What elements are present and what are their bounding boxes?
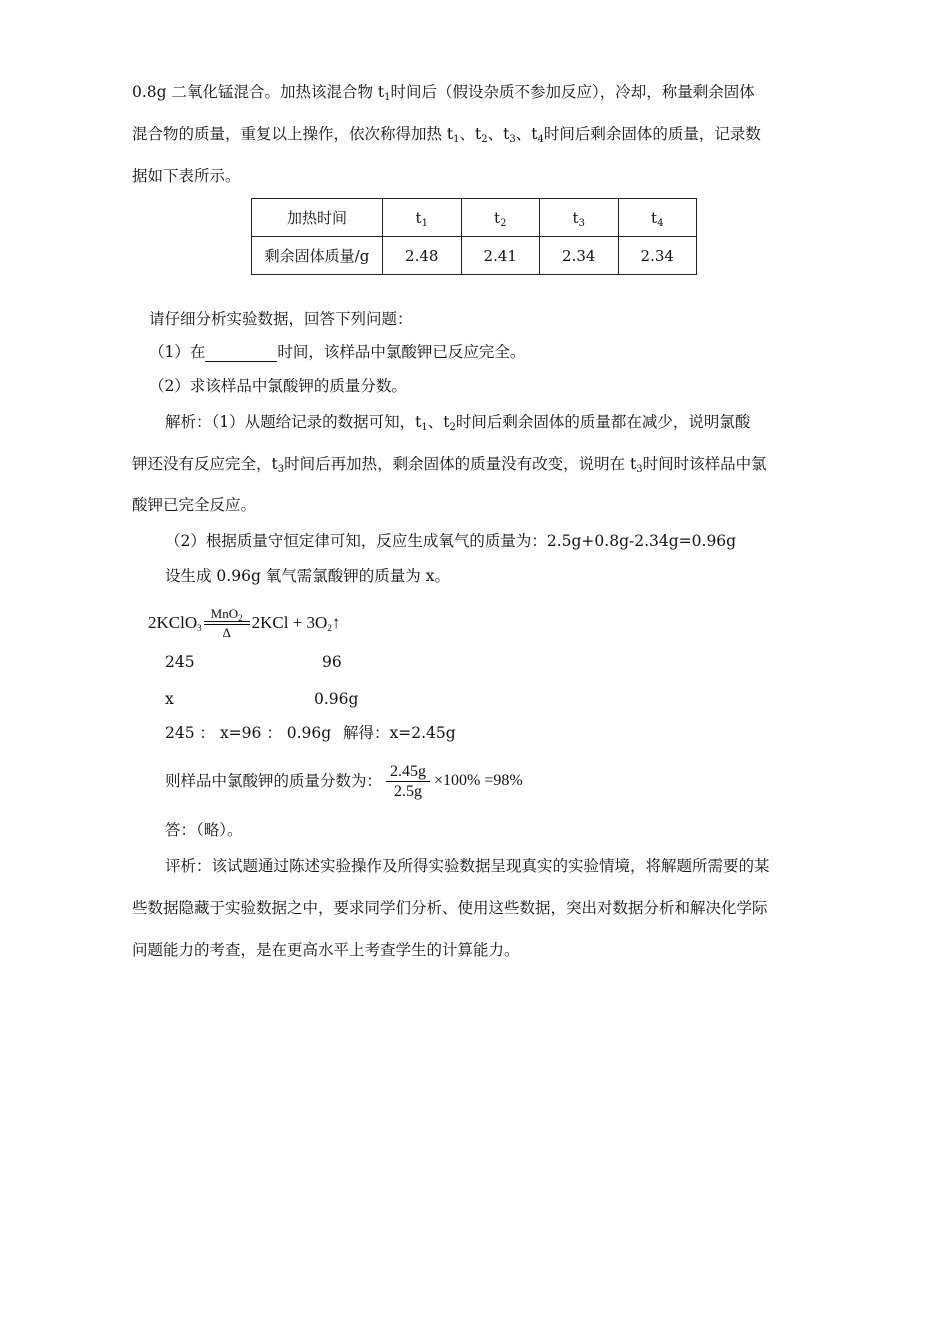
fraction-denominator: 2.5g bbox=[386, 781, 430, 801]
answer-blank bbox=[205, 345, 277, 362]
subscript: 4 bbox=[537, 134, 544, 145]
subscript: 1 bbox=[384, 92, 391, 103]
table-header-cell: $t_3$ bbox=[540, 199, 619, 237]
text: （1）在 bbox=[149, 343, 206, 361]
gas-arrow-icon: ↑ bbox=[331, 613, 341, 632]
comment-line-3: 问题能力的考查，是在更高水平上考查学生的计算能力。 bbox=[132, 941, 520, 959]
comment-line-2: 些数据隐藏于实验数据之中，要求同学们分析、使用这些数据，突出对数据分析和解决化学际 bbox=[132, 899, 768, 917]
reaction-condition: MnO$_2$ Δ bbox=[204, 606, 250, 640]
table-header-cell: $t_2$ bbox=[461, 199, 540, 237]
table-header-cell: 加热时间 bbox=[252, 199, 383, 237]
ratio-line: 245 ： x=96 ： 0.96g bbox=[165, 724, 332, 742]
text: 、t bbox=[459, 125, 482, 143]
mass-fraction-line bbox=[165, 758, 523, 803]
text: 、t bbox=[515, 125, 538, 143]
paragraph-line-1 bbox=[132, 82, 755, 102]
fraction bbox=[386, 762, 430, 801]
subscript: 2 bbox=[481, 134, 488, 145]
table-cell: 2.34 bbox=[618, 237, 697, 275]
paragraph-line-3: 据如下表所示。 bbox=[132, 167, 241, 185]
table-header-cell: $t_1$ bbox=[383, 199, 462, 237]
equation-reactant: 2KClO$_3$ bbox=[148, 613, 202, 633]
fraction-result: ×100% =98% bbox=[434, 772, 523, 789]
molar-mass-kclo3: 245 bbox=[165, 653, 195, 671]
table-cell: 2.48 bbox=[383, 237, 462, 275]
subscript: 3 bbox=[509, 134, 516, 145]
table-row bbox=[252, 237, 697, 275]
text: 时间后（假设杂质不参加反应），冷却，称量剩余固体 bbox=[390, 83, 755, 101]
text: 时间，该样品中氯酸钾已反应完全。 bbox=[277, 343, 526, 361]
table-header-cell: $t_4$ bbox=[618, 199, 697, 237]
fraction-numerator: 2.45g bbox=[390, 762, 427, 780]
question-1 bbox=[149, 342, 525, 362]
text: 时间后剩余固体的质量，记录数 bbox=[543, 125, 761, 143]
data-table bbox=[251, 198, 697, 275]
question-2: （2）求该样品中氯酸钾的质量分数。 bbox=[149, 377, 407, 395]
answer-line: 答：（略）。 bbox=[165, 821, 243, 839]
equation-products: $2KCl + 3O_2↑$ bbox=[251, 613, 341, 633]
analysis-line-5: 设生成 0.96g 氧气需氯酸钾的质量为 x。 bbox=[165, 567, 450, 585]
text: 混合物的质量，重复以上操作，依次称得加热 t bbox=[132, 125, 454, 143]
table-cell: 2.34 bbox=[540, 237, 619, 275]
oxygen-mass: 0.96g bbox=[314, 690, 359, 708]
text: 0.8g 二氧化锰混合。加热该混合物 t bbox=[132, 83, 385, 101]
analysis-line-3: 酸钾已完全反应。 bbox=[132, 496, 257, 514]
analysis-line-2: 钾还没有反应完全，$t_3$时间后再加热，剩余固体的质量没有改变，说明在 $t_3$时间时该样品中氯 bbox=[132, 455, 767, 475]
comment-line-1: 评析：该试题通过陈述实验操作及所得实验数据呈现真实的实验情境，将解题所需要的某 bbox=[165, 857, 770, 875]
table-cell-label: 剩余固体质量/g bbox=[252, 237, 383, 275]
analysis-line-1: 解析：（1）从题给记录的数据可知，$t_1$、$t_2$时间后剩余固体的质量都在减少，说明氯酸 bbox=[165, 413, 751, 433]
analysis-line-4: （2）根据质量守恒定律可知，反应生成氧气的质量为：2.5g+0.8g-2.34g=0.96g bbox=[165, 532, 737, 550]
paragraph-line-2 bbox=[132, 124, 761, 144]
table-cell: 2.41 bbox=[461, 237, 540, 275]
table-header-row bbox=[252, 199, 697, 237]
molar-mass-o2: 96 bbox=[322, 653, 342, 671]
text: 则样品中氯酸钾的质量分数为： bbox=[165, 772, 383, 790]
questions-intro: 请仔细分析实验数据，回答下列问题： bbox=[149, 310, 413, 328]
text: 、t bbox=[487, 125, 510, 143]
unknown-x: x bbox=[165, 690, 174, 708]
chemical-equation bbox=[148, 606, 340, 640]
subscript: 1 bbox=[453, 134, 460, 145]
solution-line: 解得：x=2.45g bbox=[343, 724, 456, 742]
